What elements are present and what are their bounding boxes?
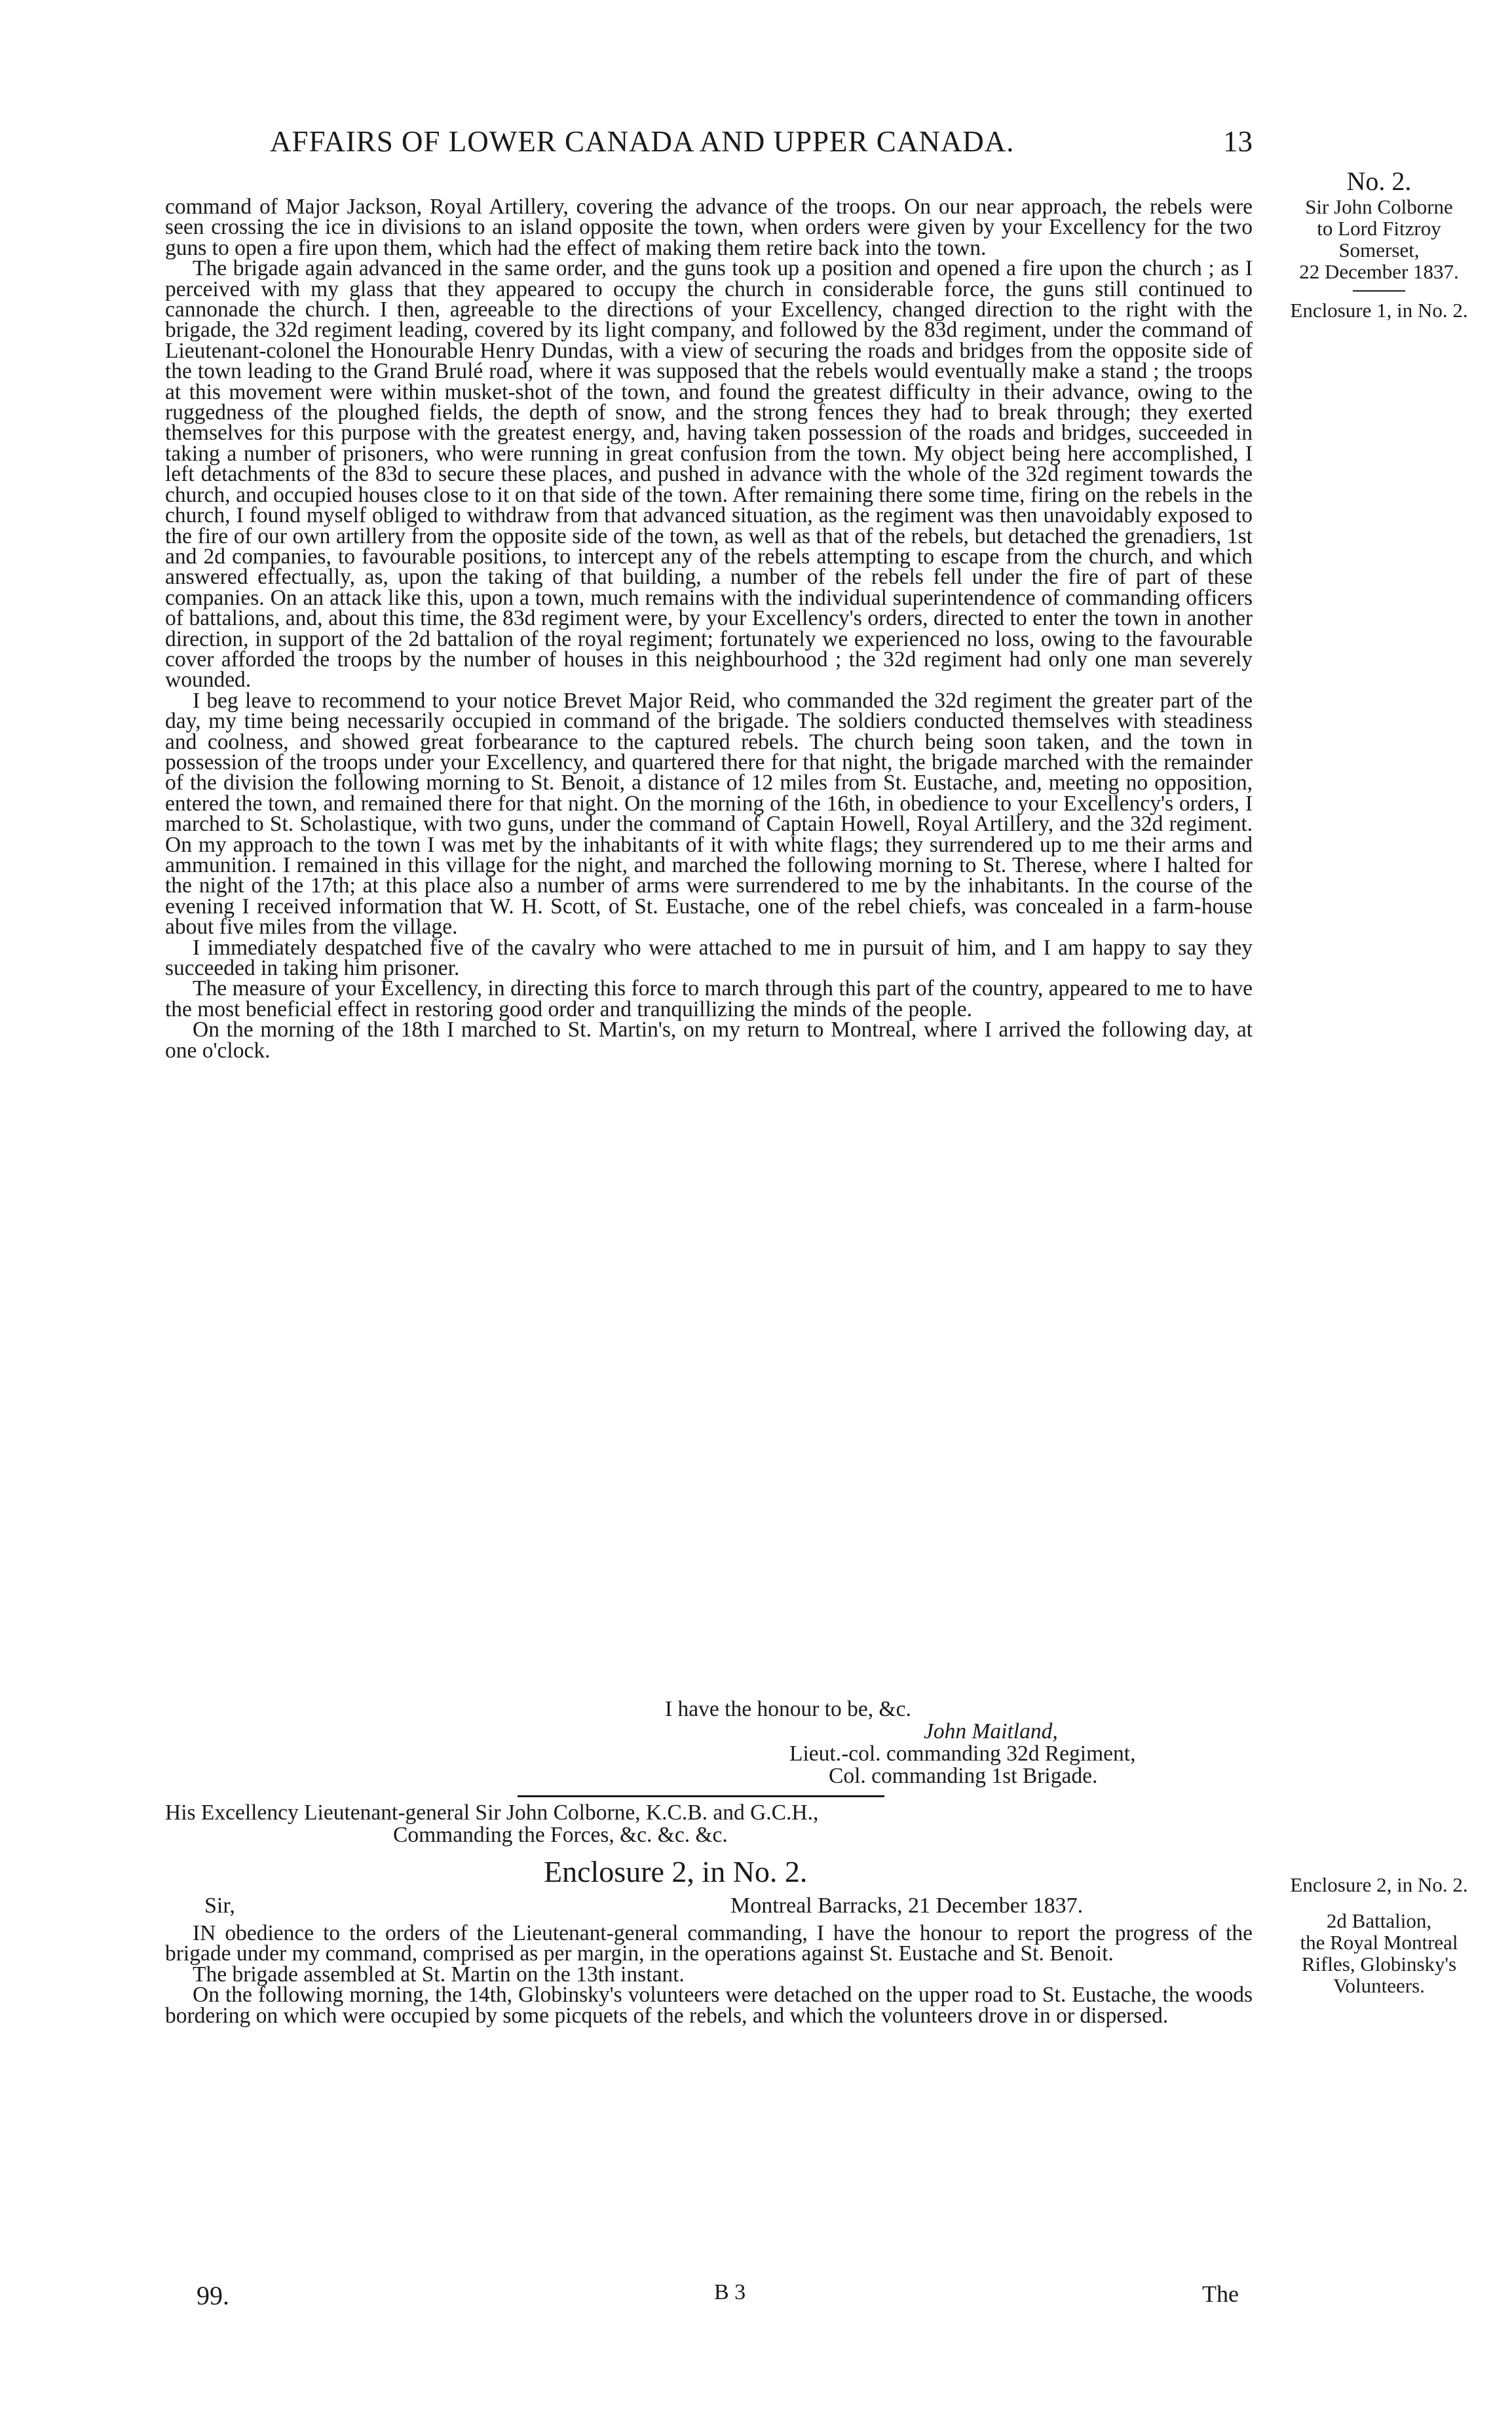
addressee-line: His Excellency Lieutenant-general Sir John Colborne, K.C.B. and G.C.H., (165, 1801, 819, 1825)
paragraph: On the morning of the 18th I marched to St. Martin's, on my return to Montreal, where I arrived the following day, at one o'clock. (165, 1018, 1253, 1063)
section-divider (518, 1795, 884, 1797)
signature-mark: B 3 (714, 2280, 746, 2304)
margin-rule (1353, 290, 1405, 292)
margin-line: 22 December 1837. (1299, 260, 1459, 283)
margin-line: Somerset, (1338, 238, 1420, 261)
margin-enclosure-label: Enclosure 2, in No. 2. (1290, 1873, 1468, 1896)
margin-line: 2d Battalion, (1326, 1909, 1432, 1932)
paragraph: The measure of your Excellency, in directing this force to march through this part of the country, appeared to me to have the most beneficial effect in restoring good order and tranquillizing the minds of the people. (165, 976, 1253, 1021)
salutation: Sir, (204, 1894, 235, 1918)
signature-command: Col. commanding 1st Brigade. (829, 1764, 1098, 1788)
footer-number: 99. (197, 2281, 229, 2310)
paragraph: command of Major Jackson, Royal Artillery, covering the advance of the troops. On our near approach, the rebels were seen crossing the ice in divisions to an island opposite the town, when orders were given by your Excellency for the two guns to open a fire upon them, which had the effect of making them retire back into the town. (165, 195, 1253, 260)
margin-document-number: No. 2. (1346, 166, 1412, 196)
margin-note-bottom (1271, 1874, 1487, 1996)
paragraph: The brigade assembled at St. Martin on the 13th instant. (193, 1962, 685, 1987)
margin-line: Sir John Colborne (1305, 195, 1453, 218)
page-number: 13 (1223, 125, 1253, 158)
margin-note-top (1271, 167, 1487, 321)
signature-name: John Maitland, (924, 1719, 1058, 1744)
dateline: Montreal Barracks, 21 December 1837. (730, 1894, 1084, 1918)
paragraph: On the following morning, the 14th, Globinsky's volunteers were detached on the upper road to St. Eustache, the woods bordering on which were occupied by some picquets of the rebels, and which the volunteers drove in or dispersed. (165, 1983, 1253, 2028)
enclosure-body (165, 1923, 1253, 2026)
margin-line: to Lord Fitzroy (1317, 217, 1441, 240)
closing-honour: I have the honour to be, &c. (665, 1697, 911, 1721)
paragraph: I beg leave to recommend to your notice Brevet Major Reid, who commanded the 32d regiment the greater part of the day, my time being necessarily occupied in command of the brigade. The soldiers conducted themselves with steadiness and coolness, and showed great forbearance to the captured rebels. The church being soon taken, and the town in possession of the troops under your Excellency, and quartered there for that night, the brigade marched with the remainder of the division the following morning to St. Benoit, a distance of 12 miles from St. Eustache, and, meeting no opposition, entered the town, and remained there for that night. On the morning of the 16th, in obedience to your Excellency's orders, I marched to St. Scholastique, with two guns, under the command of Captain Howell, Royal Artillery, and the 32d regiment. On my approach to the town I was met by the inhabitants of it with white flags; they surrendered up to me their arms and ammunition. I remained in this village for the night, and marched the following morning to St. Therese, where I halted for the night of the 17th; at this place also a number of arms were surrendered to me by the inhabitants. In the course of the evening I received information that W. H. Scott, of St. Eustache, one of the rebel chiefs, was concealed in a farm-house about five miles from the village. (165, 688, 1253, 940)
addressee-line: Commanding the Forces, &c. &c. &c. (393, 1823, 728, 1847)
paragraph: IN obedience to the orders of the Lieutenant-general commanding, I have the honour to report the progress of the brigade under my command, comprised as per margin, in the operations against St. Eustache and St. Benoit. (165, 1921, 1253, 1966)
enclosure-heading: Enclosure 2, in No. 2. (544, 1855, 808, 1888)
page-header (165, 124, 1272, 164)
signature-rank: Lieut.-col. commanding 32d Regiment, (789, 1742, 1136, 1766)
margin-enclosure-label: Enclosure 1, in No. 2. (1290, 299, 1468, 322)
paragraph: I immediately despatched five of the cavalry who were attached to me in pursuit of him, and I am happy to say they succeeded in taking him prisoner. (165, 935, 1253, 981)
margin-line: Rifles, Globinsky's (1301, 1953, 1457, 1975)
catchword: The (1202, 2281, 1239, 2307)
margin-line: Volunteers. (1333, 1974, 1425, 1997)
margin-line: the Royal Montreal (1300, 1931, 1458, 1954)
running-title: AFFAIRS OF LOWER CANADA AND UPPER CANADA. (270, 125, 1015, 158)
paragraph: The brigade again advanced in the same order, and the guns took up a position and opened a fire upon the church ; as I perceived with my glass that they appeared to occupy the church in considerable force, the guns still continued to cannonade the church. I then, agreeable to the directions of your Excellency, changed direction to the right with the brigade, the 32d regiment leading, covered by its light company, and followed by the 83d regiment, under the command of Lieutenant-colonel the Honourable Henry Dundas, with a view of securing the roads and bridges from the opposite side of the town leading to the Grand Brulé road, where it was supposed that the rebels would eventually make a stand ; the troops at this movement were within musket-shot of the town, and found the greatest difficulty in their advance, owing to the ruggedness of the ploughed fields, the depth of snow, and the strong fences they had to break through; they exerted themselves for this purpose with the greatest energy, and, having taken possession of the roads and bridges, succeeded in taking a number of prisoners, who were running in great confusion from the town. My object being here accomplished, I left detachments of the 83d to secure these places, and pushed in advance with the whole of the 32d regiment towards the church, and occupied houses close to it on that side of the town. After remaining there some time, firing on the rebels in the church, I found myself obliged to withdraw from that advanced situation, as the regiment was then unavoidably exposed to the fire of our own artillery from the opposite side of the town, as well as that of the rebels, but detached the grenadiers, 1st and 2d companies, to favourable positions, to intercept any of the rebels attempting to escape from the church, and which answered effectually, as, upon the taking of that building, a number of the rebels fell under the fire of part of these companies. On an attack like this, upon a town, much remains with the individual superintendence of commanding officers of battalions, and, about this time, the 83d regiment were, by your Excellency's orders, directed to enter the town in another direction, in support of the 2d battalion of the royal regiment; fortunately we experienced no loss, owing to the favourable cover afforded the troops by the number of houses in this neighbourhood ; the 32d regiment had only one man severely wounded. (165, 256, 1253, 693)
letter-body (165, 197, 1253, 1061)
